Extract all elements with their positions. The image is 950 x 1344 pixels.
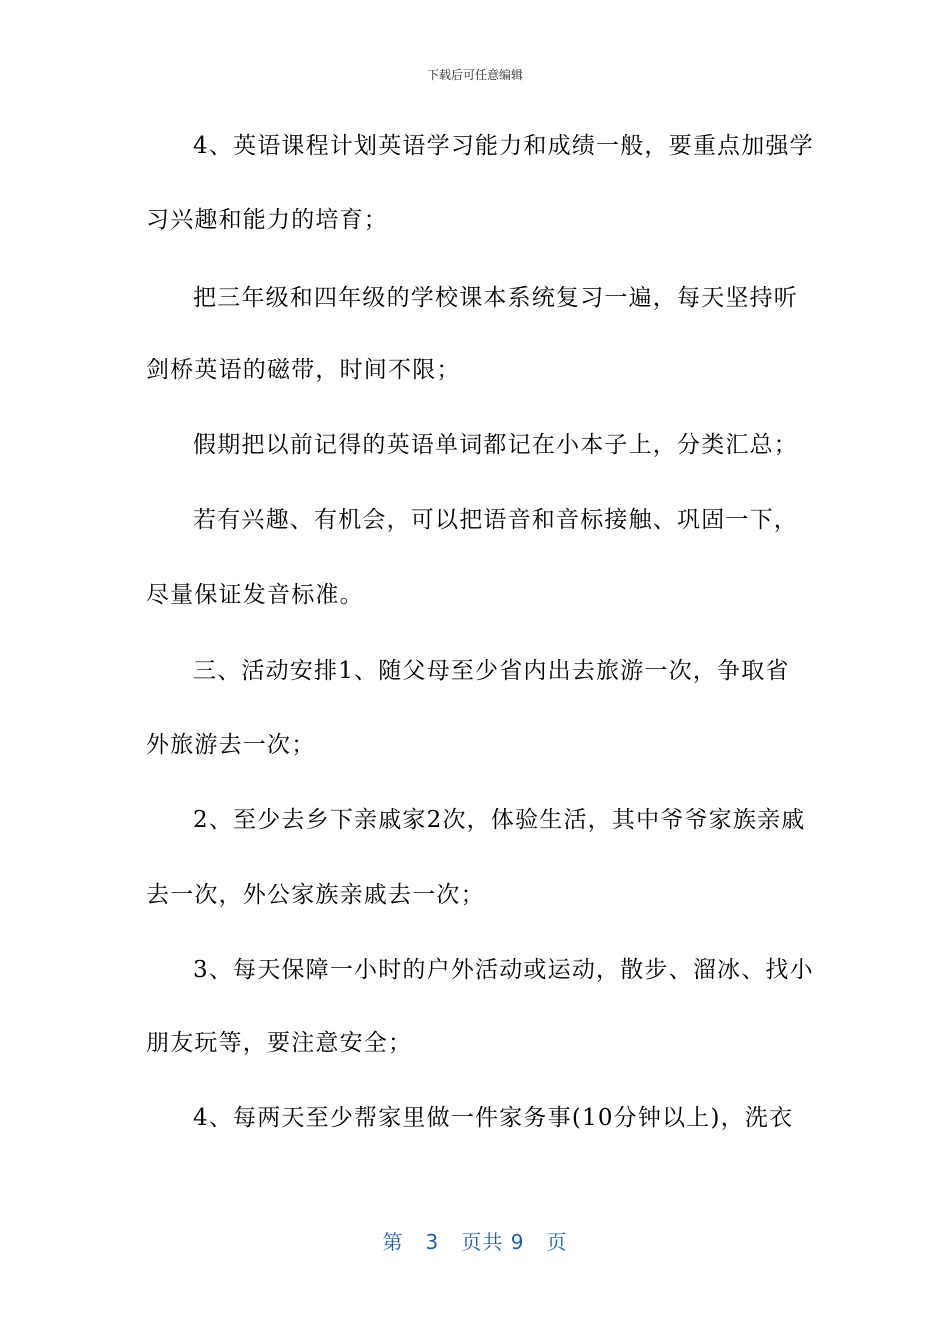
paragraph-line: 三、活动安排1、随父母至少省内出去旅游一次，争取省 <box>193 658 790 684</box>
paragraph-line: 若有兴趣、有机会，可以把语音和音标接触、巩固一下， <box>193 507 798 533</box>
paragraph-line: 3、每天保障一小时的户外活动或运动，散步、溜冰、找小 <box>193 957 814 983</box>
paragraph-line: 去一次，外公家族亲戚去一次； <box>146 882 485 908</box>
page-label-prefix: 第 <box>382 1230 404 1254</box>
paragraph-line: 假期把以前记得的英语单词都记在小本子上，分类汇总； <box>193 432 798 458</box>
paragraph-line: 4、每两天至少帮家里做一件家务事(10分钟以上)，洗衣 <box>193 1105 794 1131</box>
paragraph-line: 剑桥英语的磁带，时间不限； <box>146 357 461 383</box>
page-label-mid: 页共 <box>461 1230 504 1254</box>
paragraph-line: 4、英语课程计划英语学习能力和成绩一般，要重点加强学 <box>193 133 814 159</box>
paragraph-line: 习兴趣和能力的培育； <box>146 207 388 233</box>
page-number-footer <box>0 1226 950 1255</box>
paragraph-line: 外旅游去一次； <box>146 732 316 758</box>
paragraph-line: 尽量保证发音标准。 <box>146 582 364 608</box>
paragraph-line: 2、至少去乡下亲戚家2次，体验生活，其中爷爷家族亲戚 <box>193 807 806 833</box>
paragraph-line: 把三年级和四年级的学校课本系统复习一遍，每天坚持听 <box>193 285 798 311</box>
current-page-number: 3 <box>425 1230 440 1254</box>
total-pages-number: 9 <box>510 1230 525 1254</box>
page-label-suffix: 页 <box>546 1230 568 1254</box>
paragraph-line: 朋友玩等，要注意安全； <box>146 1030 413 1056</box>
download-note: 下载后可任意编辑 <box>426 68 523 82</box>
